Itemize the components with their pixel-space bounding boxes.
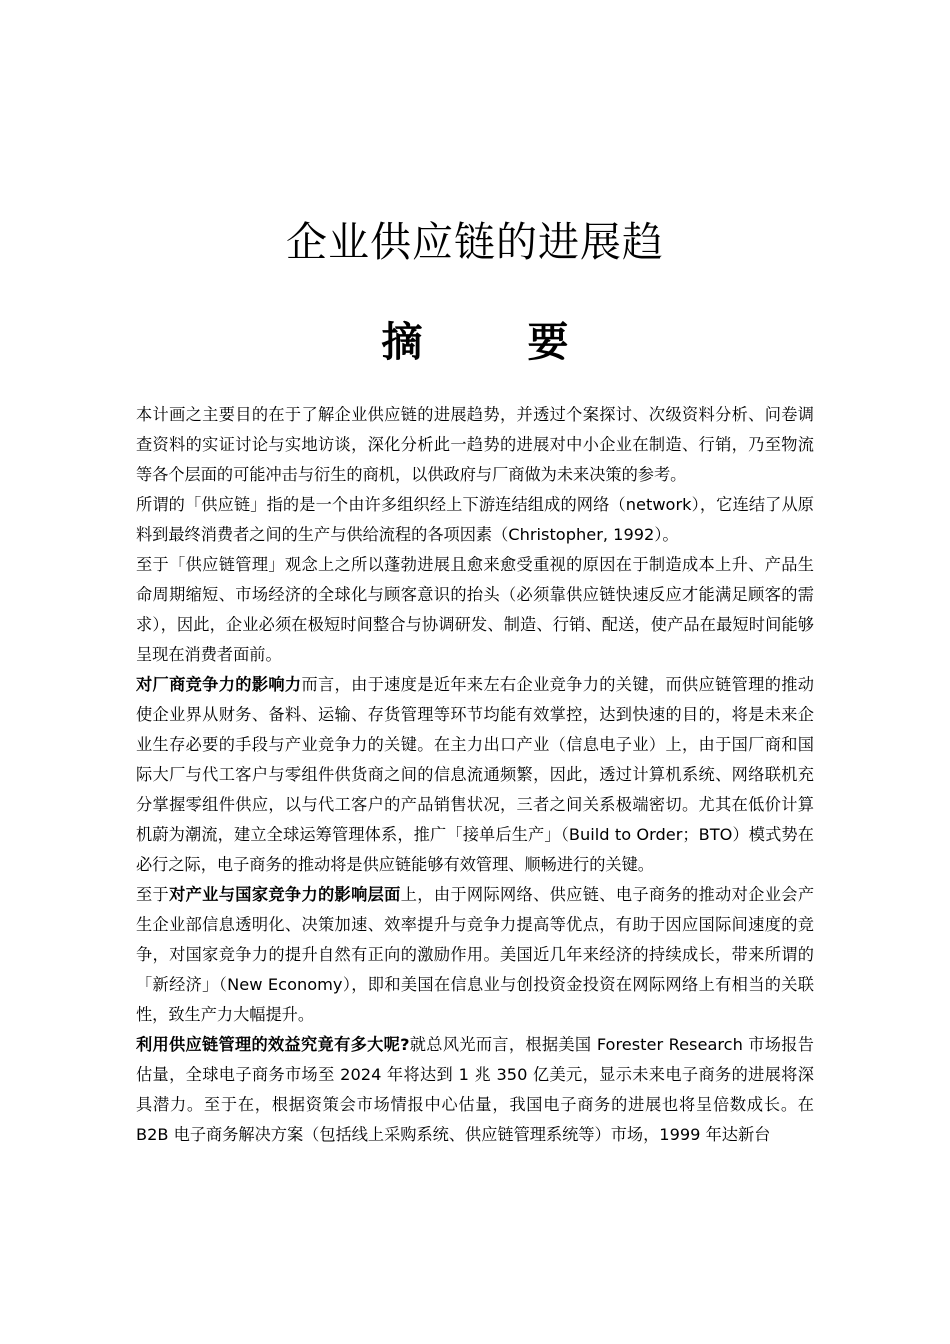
paragraph-text: 就总风光而言，根据美国 Forester Research 市场报告估量，全球电子商务市场至 2024 年将达到 1 兆 350 亿美元，显示未来电子商务的进展将深具潜力。至于在，根据资策会市场情报中心估量，我国电子商务的进展也将呈倍数成长。在 B2B 电子商务解决方案（包括线上采购系统、供应链管理系统等）市场，1999 年达新台 bbox=[136, 1035, 814, 1144]
paragraph-text: 上，由于网际网络、供应链、电子商务的推动对企业会产生企业部信息透明化、决策加速、效率提升与竞争力提高等优点，有助于因应国际间速度的竞争，对国家竞争力的提升自然有正向的激励作用。美国近几年来经济的持续成长，带来所谓的「新经济」（New Economy），即和美国在信息业与创投资金投资在网际网络上有相当的关联性，致生产力大幅提升。 bbox=[136, 885, 815, 1024]
paragraph-text: 而言，由于速度是近年来左右企业竞争力的关键，而供应链管理的推动使企业界从财务、备料、运输、存货管理等环节均能有效掌控，达到快速的目的，将是未来企业生存必要的手段与产业竞争力的关键。在主力出口产业（信息电子业）上，由于国厂商和国际大厂与代工客户与零组件供货商之间的信息流通频繁，因此，透过计算机系统、网络联机充分掌握零组件供应，以与代工客户的产品销售状况，三者之间关系极端密切。尤其在低价计算机蔚为潮流，建立全球运筹管理体系，推广「接单后生产」（Build to Order；BTO）模式势在必行之际，电子商务的推动将是供应链能够有效管理、顺畅进行的关键。 bbox=[136, 675, 814, 874]
document-title: 企业供应链的进展趋 bbox=[286, 218, 664, 266]
paragraph-national-competitiveness bbox=[136, 880, 814, 1030]
paragraph-bold-lead: 对厂商竞争力的影响力 bbox=[136, 675, 302, 694]
paragraph-bold-lead: 对产业与国家竞争力的影响层面 bbox=[169, 885, 401, 904]
paragraph-scm-benefits bbox=[136, 1030, 814, 1150]
paragraph-text: 所谓的「供应链」指的是一个由许多组织经上下游连结组成的网络（network），它连结了从原料到最终消费者之间的生产与供给流程的各项因素（Christopher, 1992）。 bbox=[136, 495, 814, 544]
paragraph-text: 至于「供应链管理」观念上之所以蓬勃进展且愈来愈受重视的原因在于制造成本上升、产品生命周期缩短、市场经济的全球化与顾客意识的抬头（必须靠供应链快速反应才能满足顾客的需求），因此，企业必须在极短时间整合与协调研发、制造、行销、配送，使产品在最短时间能够呈现在消费者面前。 bbox=[136, 555, 814, 664]
paragraph-bold-lead: 利用供应链管理的效益究竟有多大呢? bbox=[136, 1035, 410, 1054]
abstract-body bbox=[136, 400, 814, 1150]
paragraph-text: 本计画之主要目的在于了解企业供应链的进展趋势，并透过个案探讨、次级资料分析、问卷调查资料的实证讨论与实地访谈，深化分析此一趋势的进展对中小企业在制造、行销，乃至物流等各个层面的可能冲击与衍生的商机，以供政府与厂商做为未来决策的参考。 bbox=[136, 405, 814, 484]
paragraph-purpose bbox=[136, 400, 814, 490]
abstract-heading: 摘 要 bbox=[381, 318, 601, 366]
paragraph-firm-competitiveness bbox=[136, 670, 814, 880]
paragraph-supply-chain-definition bbox=[136, 490, 814, 550]
paragraph-lead: 至于 bbox=[136, 885, 170, 904]
paragraph-scm-reasons bbox=[136, 550, 814, 670]
